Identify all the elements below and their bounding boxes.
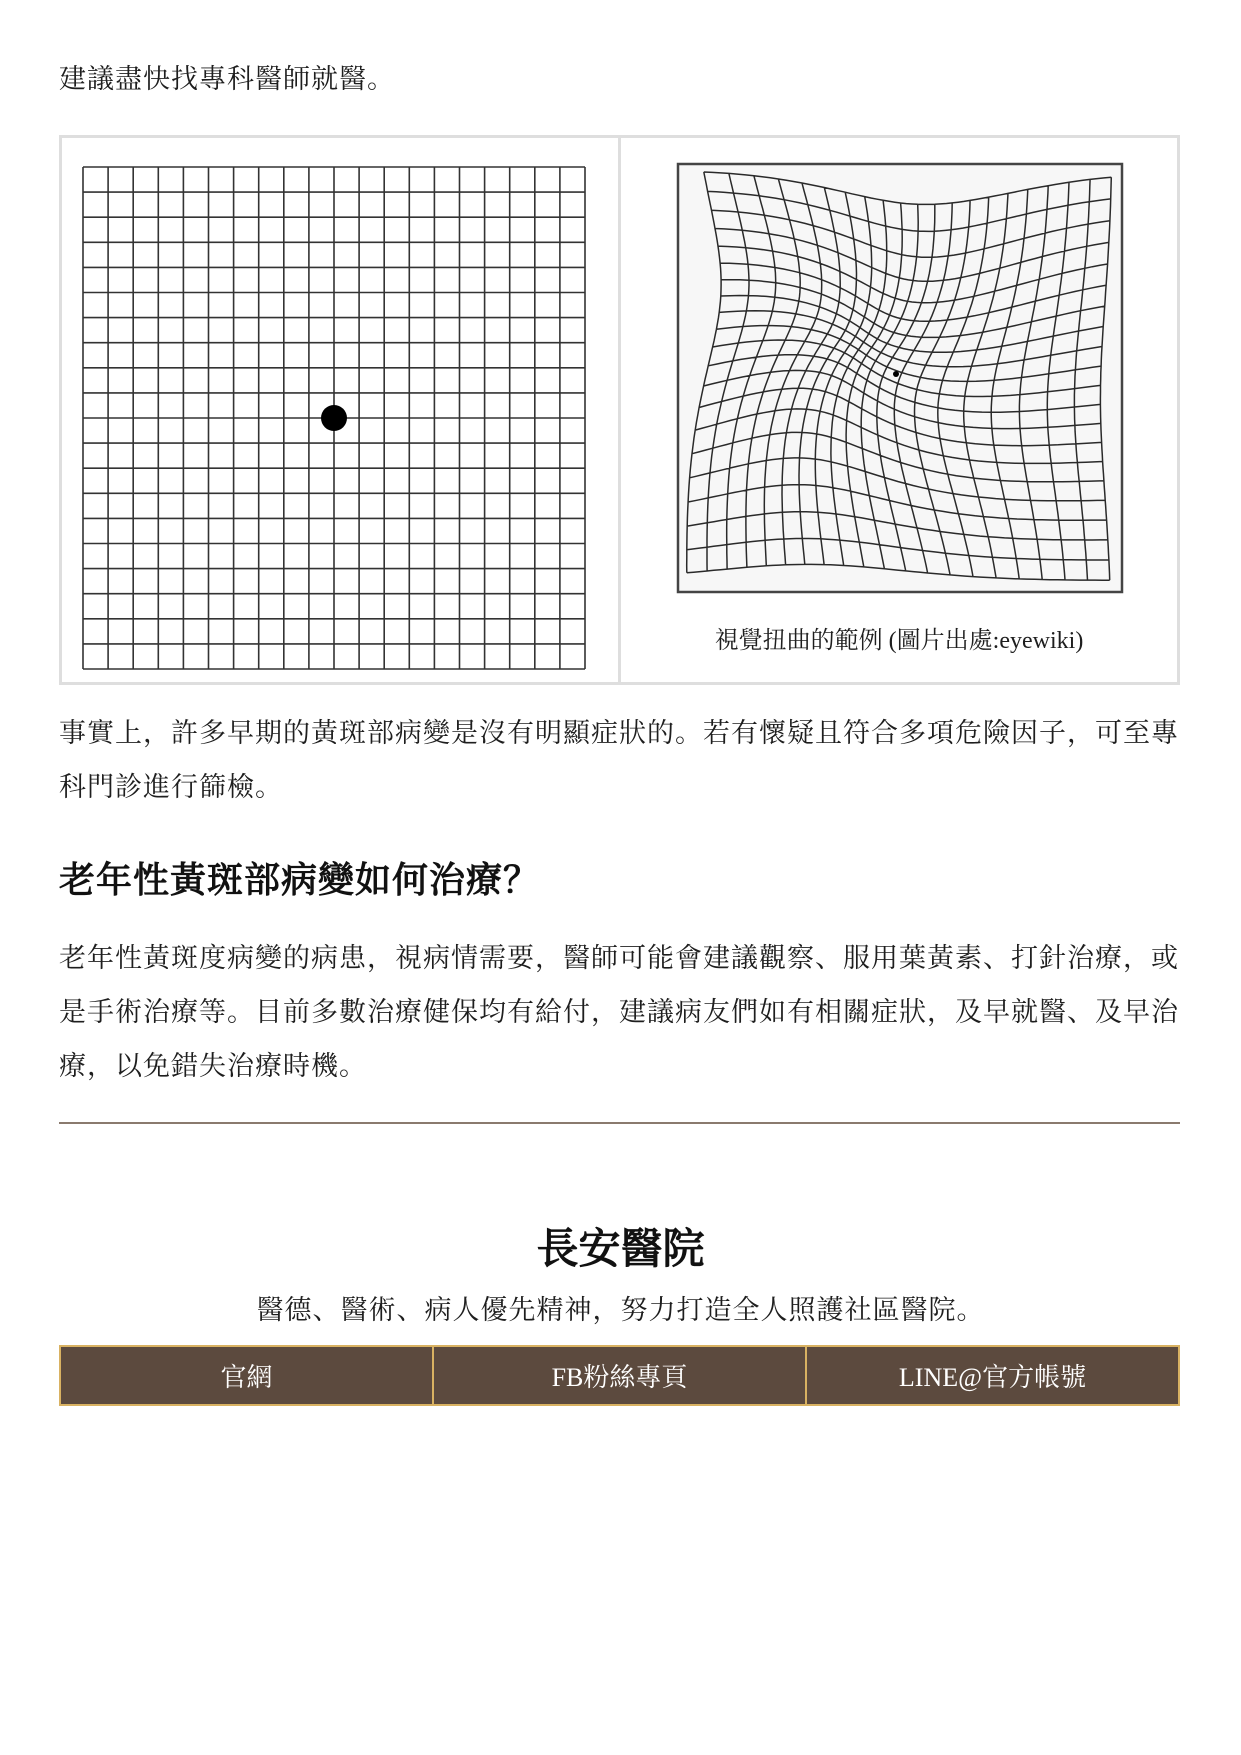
hospital-name: 長安醫院: [536, 1224, 705, 1273]
amsler-figure-table: [59, 135, 1180, 685]
official-site-button[interactable]: 官網: [61, 1347, 434, 1404]
screening-paragraph: 事實上，許多早期的黃斑部病變是沒有明顯症狀的。若有懷疑且符合多項危險因子，可至專科門診進行篩檢。: [59, 718, 1179, 803]
footer-link-bar: [59, 1345, 1180, 1406]
amsler-grid-distorted-icon: [676, 162, 1124, 594]
section-divider: [59, 1122, 1180, 1124]
treatment-heading: 老年性黃斑部病變如何治療？: [59, 860, 541, 901]
distorted-grid-cell: [621, 138, 1177, 682]
intro-text: 建議盡快找專科醫師就醫。: [59, 64, 395, 95]
figure-caption: 視覺扭曲的範例 (圖片出處:eyewiki): [714, 628, 1084, 654]
treatment-paragraph: 老年性黃斑度病變的病患，視病情需要，醫師可能會建議觀察、服用葉黃素、打針治療，或是手術治療等。目前多數治療健保均有給付，建議病友們如有相關症狀，及早就醫、及早治療，以免錯失治療時機。: [59, 943, 1179, 1082]
amsler-grid-normal-icon: [82, 166, 586, 670]
line-official-button[interactable]: LINE@官方帳號: [898, 1363, 1087, 1392]
facebook-page-button[interactable]: FB粉絲專頁: [434, 1347, 807, 1404]
normal-grid-cell: [62, 138, 621, 682]
hospital-tagline: 醫德、醫術、病人優先精神，努力打造全人照護社區醫院。: [256, 1295, 985, 1326]
